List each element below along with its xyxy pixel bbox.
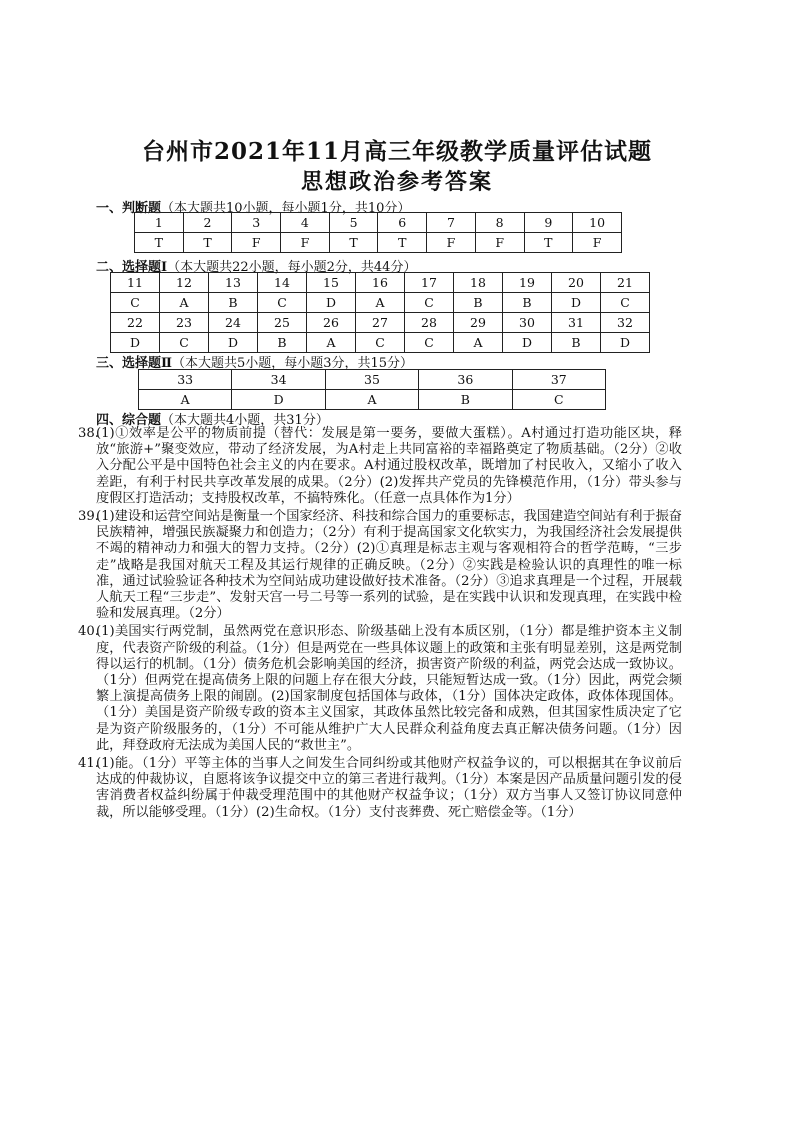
question-39-number: 39. [78,509,99,525]
question-40-number: 40. [78,624,99,640]
question-38-number: 38. [78,426,99,441]
answer-cell: C [405,333,454,353]
section2-number-row-1 [111,273,650,293]
question-number-cell: 7 [427,213,476,233]
section2-number-row-2 [111,313,650,333]
question-number-cell: 35 [325,370,418,390]
question-number-cell: 20 [552,273,601,293]
question-number-cell: 5 [329,213,378,233]
question-number-cell: 27 [356,313,405,333]
answer-cell: F [427,233,476,253]
question-41 [78,756,682,821]
answer-cell: C [405,293,454,313]
question-number-cell: 19 [503,273,552,293]
section3-title: 三、选择题Ⅱ [96,356,172,371]
section3-answer-row [139,390,606,410]
question-38-answer: (1)①效率是公平的物质前提（替代：发展是第一要务，要做大蛋糕）。A村通过打造功能区块，释放“旅游+”聚变效应，带动了经济发展，为A村走上共同富裕的幸福路奠定了物质基础。（2分）②收入分配公平是中国特色社会主义的内在要求。A村通过股权改革，既增加了村民收入，又缩小了收入差距，有利于村民共享改革发展的成果。（2分）(2)发挥共产党员的先锋模范作用，（1分）带头参与度假区打造活动；支持股权改革，不搞特殊化。（任意一点具体作为1分） [96,426,682,506]
section1-number-row [135,213,622,233]
answer-cell: A [139,390,232,410]
answer-cell: T [135,233,184,253]
section3-answer-table [138,369,606,410]
question-39-answer: (1)建设和运营空间站是衡量一个国家经济、科技和综合国力的重要标志，我国建造空间站有利于振奋民族精神，增强民族凝聚力和创造力；（2分）有利于提高国家文化软实力，为我国经济社会发展提供不竭的精神动力和强大的智力支持。（2分）(2)①真理是标志主观与客观相符合的哲学范畴，“三步走”战略是我国对航天工程及其运行规律的正确反映。（2分）②实践是检验认识的真理性的唯一标准，通过试验验证各种技术为空间站成功建设做好技术准备。（2分）③追求真理是一个过程，开展载人航天工程“三步走”、发射天宫一号二号等一系列的试验，是在实践中认识和发现真理，在实践中检验和发展真理。（2分） [96,509,682,622]
question-number-cell: 31 [552,313,601,333]
answer-cell: B [258,333,307,353]
question-number-cell: 23 [160,313,209,333]
section2-answer-row-1 [111,293,650,313]
answer-cell: C [111,293,160,313]
question-number-cell: 13 [209,273,258,293]
question-41-number: 41. [78,756,99,772]
section1-answer-table [134,212,622,253]
page-title: 台州市2021年11月高三年级教学质量评估试题 [141,138,653,165]
section1-note: （本大题共10小题，每小题1分，共10分） [161,201,411,216]
answer-cell: F [281,233,330,253]
answer-cell: F [232,233,281,253]
section2-note: （本大题共22小题，每小题2分，共44分） [167,260,417,275]
answer-cell: C [160,333,209,353]
question-number-cell: 17 [405,273,454,293]
question-number-cell: 1 [135,213,184,233]
question-38 [78,426,682,507]
section2-answer-table [110,272,650,353]
answer-cell: C [512,390,605,410]
answer-cell: B [454,293,503,313]
answer-cell: T [183,233,232,253]
answer-cell: B [419,390,512,410]
question-number-cell: 2 [183,213,232,233]
question-41-answer: (1)能。（1分）平等主体的当事人之间发生合同纠纷或其他财产权益争议的，可以根据其在争议前后达成的仲裁协议，自愿将该争议提交中立的第三者进行裁判。（1分）本案是因产品质量问题引发的侵害消费者权益纠纷属于仲裁受理范围中的其他财产权益争议；（1分）双方当事人又签订协议同意仲裁，所以能够受理。（1分）(2)生命权。（1分）支付丧葬费、死亡赔偿金等。（1分） [96,756,682,820]
question-number-cell: 34 [232,370,325,390]
answer-cell: C [601,293,650,313]
answer-cell: D [601,333,650,353]
answer-cell: D [503,333,552,353]
question-number-cell: 12 [160,273,209,293]
question-40-answer: (1)美国实行两党制，虽然两党在意识形态、阶级基础上没有本质区别，（1分）都是维护资本主义制度，代表资产阶级的利益。（1分）但是两党在一些具体议题上的政策和主张有明显差别，这是两党制得以运行的机制。（1分）债务危机会影响美国的经济，损害资产阶级的利益，两党会达成一致协议。（1分）但两党在提高债务上限的问题上存在很大分歧，只能短暂达成一致。（1分）因此，两党会频繁上演提高债务上限的闹剧。(2)国家制度包括国体与政体，（1分）国体决定政体，政体体现国体。（1分）美国是资产阶级专政的资本主义国家，其政体虽然比较完备和成熟，但其国家性质决定了它是为资产阶级服务的，（1分）不可能从维护广大人民群众利益角度去真正解决债务问题。（1分）因此，拜登政府无法成为美国人民的“救世主”。 [96,624,682,753]
question-number-cell: 10 [573,213,622,233]
section4-note: （本大题共4小题，共31分） [161,413,329,428]
question-number-cell: 25 [258,313,307,333]
answer-cell: A [160,293,209,313]
section3-number-row [139,370,606,390]
question-number-cell: 16 [356,273,405,293]
question-number-cell: 32 [601,313,650,333]
answer-cell: T [329,233,378,253]
answer-cell: C [356,333,405,353]
answer-cell: D [307,293,356,313]
question-number-cell: 28 [405,313,454,333]
section2-answer-row-2 [111,333,650,353]
question-number-cell: 3 [232,213,281,233]
question-number-cell: 18 [454,273,503,293]
question-number-cell: 22 [111,313,160,333]
question-number-cell: 11 [111,273,160,293]
answer-cell: A [356,293,405,313]
question-number-cell: 6 [378,213,427,233]
answer-cell: C [258,293,307,313]
question-number-cell: 4 [281,213,330,233]
question-number-cell: 30 [503,313,552,333]
question-number-cell: 21 [601,273,650,293]
answer-cell: F [475,233,524,253]
answer-cell: D [111,333,160,353]
section3-note: （本大题共5小题，每小题3分，共15分） [171,356,414,371]
answer-cell: T [524,233,573,253]
answer-cell: T [378,233,427,253]
section2-title: 二、选择题Ⅰ [96,260,168,275]
question-number-cell: 29 [454,313,503,333]
question-number-cell: 8 [475,213,524,233]
question-40 [78,624,682,754]
answer-cell: D [209,333,258,353]
essay-answers [78,426,682,821]
answer-cell: B [503,293,552,313]
question-number-cell: 24 [209,313,258,333]
question-number-cell: 9 [524,213,573,233]
answer-cell: B [209,293,258,313]
section1-answer-row [135,233,622,253]
question-number-cell: 33 [139,370,232,390]
answer-cell: A [454,333,503,353]
section1-title: 一、判断题 [96,201,162,216]
answer-cell: D [552,293,601,313]
answer-cell: F [573,233,622,253]
page-subtitle: 思想政治参考答案 [300,169,493,195]
question-number-cell: 26 [307,313,356,333]
answer-cell: D [232,390,325,410]
question-39 [78,509,682,622]
answer-cell: B [552,333,601,353]
answer-cell: A [307,333,356,353]
question-number-cell: 37 [512,370,605,390]
question-number-cell: 15 [307,273,356,293]
question-number-cell: 36 [419,370,512,390]
question-number-cell: 14 [258,273,307,293]
answer-cell: A [325,390,418,410]
section4-title: 四、综合题 [96,413,162,428]
